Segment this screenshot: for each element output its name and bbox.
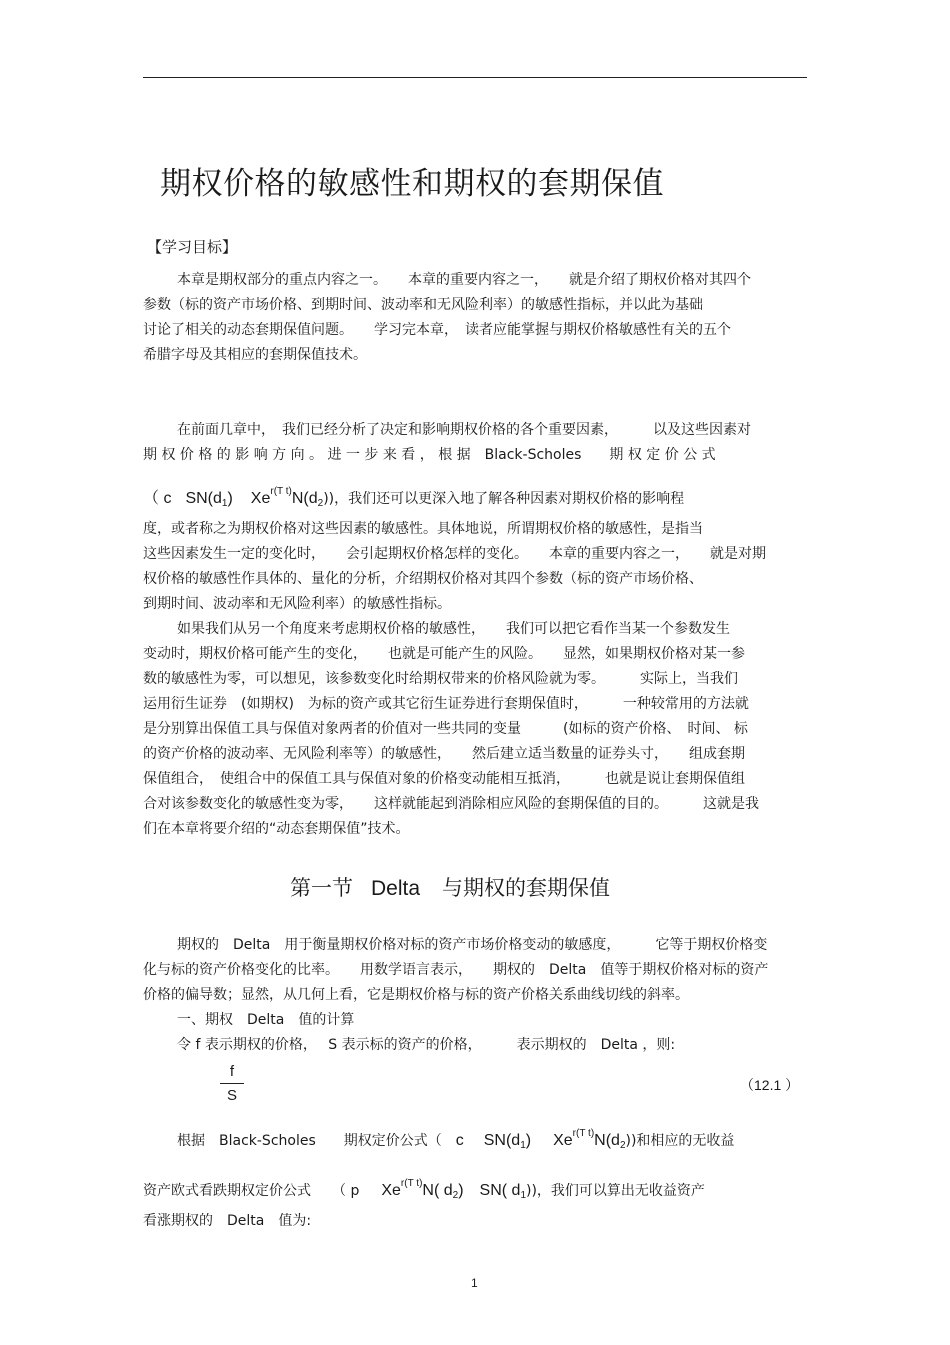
put-sub-2: 2	[452, 1190, 459, 1201]
formula-tail-text: ))，我们还可以更深入地了解各种因素对期权价格的影响程	[323, 491, 685, 507]
put-exponent: r(T t)	[400, 1178, 423, 1189]
hedge-line-1: 如果我们从另一个角度来考虑期权价格的敏感性， 我们可以把它看作当某一个参数发生	[177, 621, 730, 637]
formula-nd: N(d	[291, 490, 318, 507]
definition-line: 令 f 表示期权的价格， S 表示标的资产的价格， 表示期权的 Delta ，则:	[177, 1037, 676, 1053]
hedge-line-3: 数的敏感性为零，可以想见，该参数变化时给期权带来的价格风险就为零。 实际上，当我们	[143, 671, 738, 687]
put-nd: N( d	[422, 1182, 453, 1199]
final-line: 看涨期权的 Delta 值为:	[143, 1213, 312, 1229]
equation-number: （12.1 ）	[740, 1077, 800, 1093]
put-lead: 资产欧式看跌期权定价公式 （ p	[143, 1183, 360, 1199]
intro-rest-3: 权价格的敏感性作具体的、量化的分析，介绍期权价格对其四个参数（标的资产市场价格、	[143, 571, 703, 587]
bs-nd: N(d	[594, 1132, 620, 1149]
put-mid: ) SN( d	[458, 1182, 521, 1199]
intro-rest-4: 到期时间、波动率和无风险利率）的敏感性指标。	[143, 596, 451, 612]
bs-exponent: r(T t)	[572, 1128, 595, 1139]
bs-lead: 根据 Black-Scholes 期权定价公式（	[177, 1133, 442, 1149]
fraction-numerator: f	[229, 1063, 235, 1080]
section-delta: Delta	[371, 877, 421, 900]
bs-sub-1: 1	[520, 1140, 526, 1151]
equation-12-1-fraction	[220, 1064, 244, 1104]
formula-open: （ c	[143, 490, 172, 507]
fraction-denominator: S	[226, 1087, 237, 1104]
objectives-line-2: 参数（标的资产市场价格、到期时间、波动率和无风险利率）的敏感性指标，并以此为基础	[143, 297, 703, 313]
header-rule	[143, 77, 807, 78]
formula-sub-1: 1	[221, 498, 228, 509]
objectives-line-1: 本章是期权部分的重点内容之一。 本章的重要内容之一， 就是介绍了期权价格对其四个	[177, 272, 751, 288]
hedge-line-8: 合对该参数变化的敏感性变为零， 这样就能起到消除相应风险的套期保值的目的。 这就是我	[143, 796, 759, 812]
hedge-line-2: 变动时，期权价格可能产生的变化， 也就是可能产生的风险。 显然，如果期权价格对某一参	[143, 646, 745, 662]
objectives-line-3: 讨论了相关的动态套期保值问题。 学习完本章， 读者应能掌握与期权价格敏感性有关的五个	[143, 322, 731, 338]
hedge-line-7: 保值组合， 使组合中的保值工具与保值对象的价格变动能相互抵消， 也就是说让套期保值组	[143, 771, 745, 787]
intro-rest-2: 这些因素发生一定的变化时， 会引起期权价格怎样的变化。 本章的重要内容之一， 就是对期	[143, 546, 766, 562]
formula-sub-2: 2	[317, 498, 324, 509]
bs-tail: ))和相应的无收益	[625, 1133, 735, 1149]
hedge-line-6: 的资产价格的波动率、无风险利率等）的敏感性， 然后建立适当数量的证券头寸， 组成套期	[143, 746, 745, 762]
bs-c: c	[455, 1132, 464, 1149]
page-title: 期权价格的敏感性和期权的套期保值	[160, 166, 664, 202]
delta-line-3: 价格的偏导数；显然，从几何上看，它是期权价格与标的资产价格关系曲线切线的斜率。	[143, 987, 689, 1003]
objectives-line-4: 希腊字母及其相应的套期保值技术。	[143, 347, 367, 363]
formula-sn: SN(d	[185, 490, 222, 507]
bs-call-line	[177, 1126, 841, 1154]
page-number: 1	[471, 1276, 478, 1290]
fraction-bar	[220, 1083, 244, 1084]
formula-xe: Xe	[250, 490, 271, 507]
put-sub-1: 1	[520, 1190, 526, 1201]
put-formula-line	[143, 1176, 807, 1204]
bs-sub-2: 2	[619, 1140, 626, 1151]
delta-line-2: 化与标的资产价格变化的比率。 用数学语言表示， 期权的 Delta 值等于期权价格对标的资产	[143, 962, 769, 978]
hedge-line-4: 运用衍生证券 (如期权) 为标的资产或其它衍生证券进行套期保值时， 一种较常用的方法就	[143, 696, 749, 712]
objectives-heading: 【学习目标】	[147, 238, 238, 256]
put-xe: Xe	[381, 1182, 401, 1199]
section-prefix: 第一节	[290, 876, 353, 900]
subsection-heading: 一、期权 Delta 值的计算	[177, 1012, 355, 1028]
bs-call-formula-line	[143, 484, 807, 512]
formula-exponent: r(T t)	[270, 486, 292, 497]
hedge-line-5: 是分别算出保值工具与保值对象两者的价值对一些共同的变量 (如标的资产价格、 时间、 标	[143, 721, 748, 737]
bs-sn: SN(d	[483, 1132, 521, 1149]
section-suffix: 与期权的套期保值	[442, 876, 611, 900]
hedge-line-9: 们在本章将要介绍的“动态套期保值”技术。	[143, 821, 410, 837]
bs-xe: Xe	[553, 1132, 573, 1149]
intro-rest-1: 度，或者称之为期权价格对这些因素的敏感性。具体地说，所谓期权价格的敏感性，是指当	[143, 521, 703, 537]
delta-line-1: 期权的 Delta 用于衡量期权价格对标的资产市场价格变动的敏感度， 它等于期权价格变	[177, 937, 768, 953]
put-tail: ))，我们可以算出无收益资产	[526, 1183, 705, 1199]
section-heading	[290, 872, 610, 902]
intro-line-2: 期 权 价 格 的 影 响 方 向 。 进 一 步 来 看 ， 根 据 Black-Scholes 期 权 定 价 公 式	[143, 447, 716, 463]
formula-close: )	[227, 490, 233, 507]
bs-close: )	[525, 1132, 532, 1149]
intro-line-1: 在前面几章中， 我们已经分析了决定和影响期权价格的各个重要因素， 以及这些因素对	[177, 422, 751, 438]
